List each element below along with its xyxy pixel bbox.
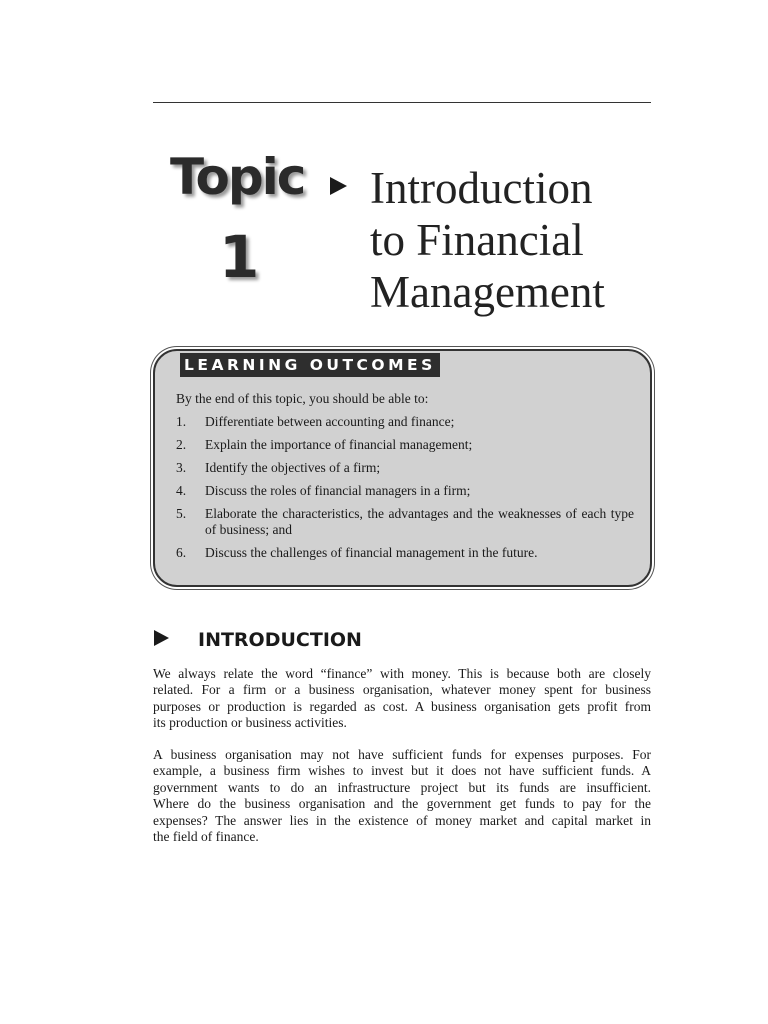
list-item bbox=[176, 506, 634, 538]
paragraph-line: its production or business activities. bbox=[153, 715, 347, 731]
title-line: Introduction bbox=[370, 163, 593, 213]
item-number: 3. bbox=[176, 460, 187, 475]
item-text: Identify the objectives of a firm; bbox=[205, 460, 381, 475]
top-rule bbox=[153, 102, 651, 103]
paragraph-line: A business organisation may not have sufficient funds for expenses purposes. For bbox=[153, 747, 651, 762]
learning-outcomes-list bbox=[176, 414, 634, 568]
learning-outcomes-heading: LEARNING OUTCOMES bbox=[180, 353, 440, 377]
paragraph-line: government wants to do an infrastructure project but its funds are insufficient. bbox=[153, 779, 651, 795]
paragraph bbox=[153, 747, 651, 845]
title-line: Management bbox=[370, 267, 605, 317]
item-text: Explain the importance of financial management; bbox=[205, 437, 473, 452]
list-item bbox=[176, 545, 634, 561]
paragraph-line: expenses? The answer lies in the existence of money market and capital market in bbox=[153, 812, 651, 828]
list-item bbox=[176, 483, 634, 499]
item-number: 2. bbox=[176, 437, 187, 452]
paragraph bbox=[153, 666, 651, 732]
list-item bbox=[176, 414, 634, 430]
list-item bbox=[176, 437, 634, 453]
paragraph-line: Where do the business organisation and the government get funds to pay for the bbox=[153, 796, 651, 812]
item-text: Differentiate between accounting and finance; bbox=[205, 414, 455, 429]
item-text: Discuss the roles of financial managers in a firm; bbox=[205, 483, 471, 498]
page-title bbox=[370, 162, 670, 318]
list-item bbox=[176, 460, 634, 476]
learning-outcomes-intro: By the end of this topic, you should be able to: bbox=[176, 391, 429, 406]
item-text: Elaborate the characteristics, the advantages and the weaknesses of each type of business; and bbox=[205, 506, 634, 537]
paragraph-line: the field of finance. bbox=[153, 829, 259, 845]
topic-label: Topic bbox=[170, 148, 305, 206]
paragraph-line: example, a business firm wishes to invest but it does not have sufficient funds. A bbox=[153, 763, 651, 779]
triangle-right-icon bbox=[154, 630, 169, 646]
paragraph-line: related. For a firm or a business organisation, whatever money spent for business bbox=[153, 682, 651, 698]
triangle-right-icon bbox=[330, 177, 347, 195]
section-heading: INTRODUCTION bbox=[198, 629, 362, 651]
topic-number: 1 bbox=[219, 223, 260, 291]
item-text: Discuss the challenges of financial management in the future. bbox=[205, 545, 538, 560]
item-number: 6. bbox=[176, 545, 187, 560]
title-line: to Financial bbox=[370, 215, 584, 265]
item-number: 5. bbox=[176, 506, 187, 521]
item-number: 4. bbox=[176, 483, 187, 498]
paragraph-line: We always relate the word “finance” with money. This is because both are closely bbox=[153, 666, 651, 681]
item-number: 1. bbox=[176, 414, 187, 429]
paragraph-line: purposes or production is regarded as cost. A business organisation gets profit from bbox=[153, 698, 651, 714]
